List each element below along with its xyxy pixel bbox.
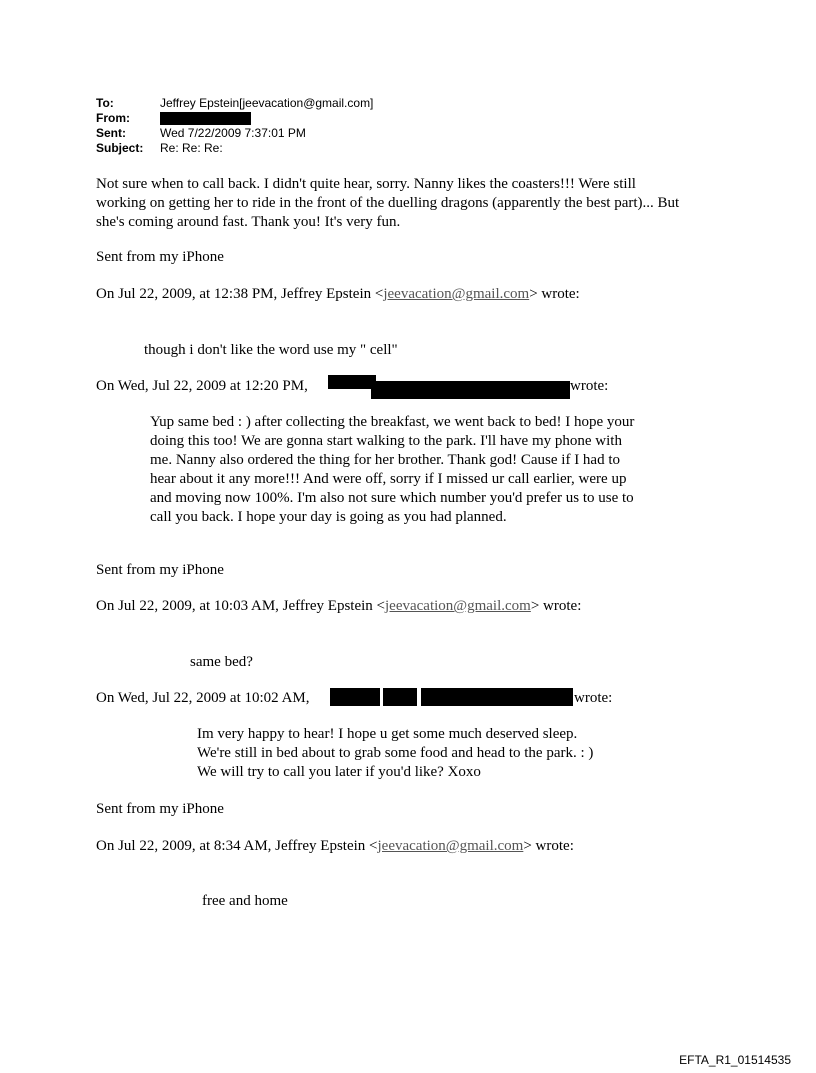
text-line: Yup same bed : ) after collecting the breakfast, we went back to bed! I hope your	[150, 414, 635, 430]
text-line: hear about it any more!!! And were off, sorry if I missed ur call earlier, were up	[150, 471, 627, 487]
sender-redaction	[383, 688, 417, 706]
message-paragraph	[197, 725, 593, 782]
message-paragraph	[96, 175, 679, 232]
email-link[interactable]: jeevacation@gmail.com	[383, 286, 530, 302]
sent-from-iphone: Sent from my iPhone	[96, 249, 224, 265]
to-label: To:	[96, 96, 114, 110]
subject-value: Re: Re: Re:	[160, 141, 223, 155]
text-line: call you back. I hope your day is going as you had planned.	[150, 509, 507, 525]
wrote-label: wrote:	[570, 378, 609, 394]
quote-line: On Wed, Jul 22, 2009 at 12:20 PM,	[96, 378, 308, 394]
sender-redaction	[330, 688, 380, 706]
email-header	[0, 97, 816, 157]
wrote-label: wrote:	[574, 690, 613, 706]
quote-line: On Wed, Jul 22, 2009 at 10:02 AM,	[96, 690, 310, 706]
sent-from-iphone: Sent from my iPhone	[96, 801, 224, 817]
quoted-message: same bed?	[190, 654, 253, 670]
sender-redaction	[328, 375, 376, 389]
email-link[interactable]: jeevacation@gmail.com	[385, 598, 531, 614]
text-line: working on getting her to ride in the front of the duelling dragons (apparently the best part)... But	[96, 195, 680, 211]
quoted-message: free and home	[202, 893, 288, 909]
text-line: Not sure when to call back. I didn't quite hear, sorry. Nanny likes the coasters!!! Were still	[96, 176, 636, 192]
sender-redaction	[371, 381, 570, 399]
message-paragraph	[150, 413, 634, 527]
text-line: Im very happy to hear! I hope u get some much deserved sleep.	[197, 726, 578, 742]
text-line: We're still in bed about to grab some food and head to the park. : )	[197, 745, 594, 761]
text-line: me. Nanny also ordered the thing for her brother. Thank god! Cause if I had to	[150, 452, 621, 468]
sender-redaction	[421, 688, 573, 706]
document-id: EFTA_R1_01514535	[679, 1053, 791, 1067]
text-line: and moving now 100%. I'm also not sure which number you'd prefer us to use to	[150, 490, 634, 506]
quoted-message: though i don't like the word use my " cell"	[144, 342, 398, 358]
sent-label: Sent:	[96, 126, 126, 140]
subject-label: Subject:	[96, 141, 144, 155]
sent-value: Wed 7/22/2009 7:37:01 PM	[160, 126, 306, 140]
text-line: doing this too! We are gonna start walking to the park. I'll have my phone with	[150, 433, 622, 449]
email-link[interactable]: jeevacation@gmail.com	[377, 838, 524, 854]
to-value: Jeffrey Epstein[jeevacation@gmail.com]	[160, 96, 374, 110]
quote-line: On Jul 22, 2009, at 10:03 AM, Jeffrey Epstein <jeevacation@gmail.com> wrote:	[96, 598, 582, 614]
quote-line: On Jul 22, 2009, at 12:38 PM, Jeffrey Epstein <jeevacation@gmail.com> wrote:	[96, 286, 580, 302]
quote-line: On Jul 22, 2009, at 8:34 AM, Jeffrey Epstein <jeevacation@gmail.com> wrote:	[96, 838, 574, 854]
sent-from-iphone: Sent from my iPhone	[96, 562, 224, 578]
from-redaction	[160, 112, 251, 125]
from-label: From:	[96, 111, 130, 125]
text-line: We will try to call you later if you'd like? Xoxo	[197, 764, 481, 780]
text-line: she's coming around fast. Thank you! It's very fun.	[96, 214, 401, 230]
